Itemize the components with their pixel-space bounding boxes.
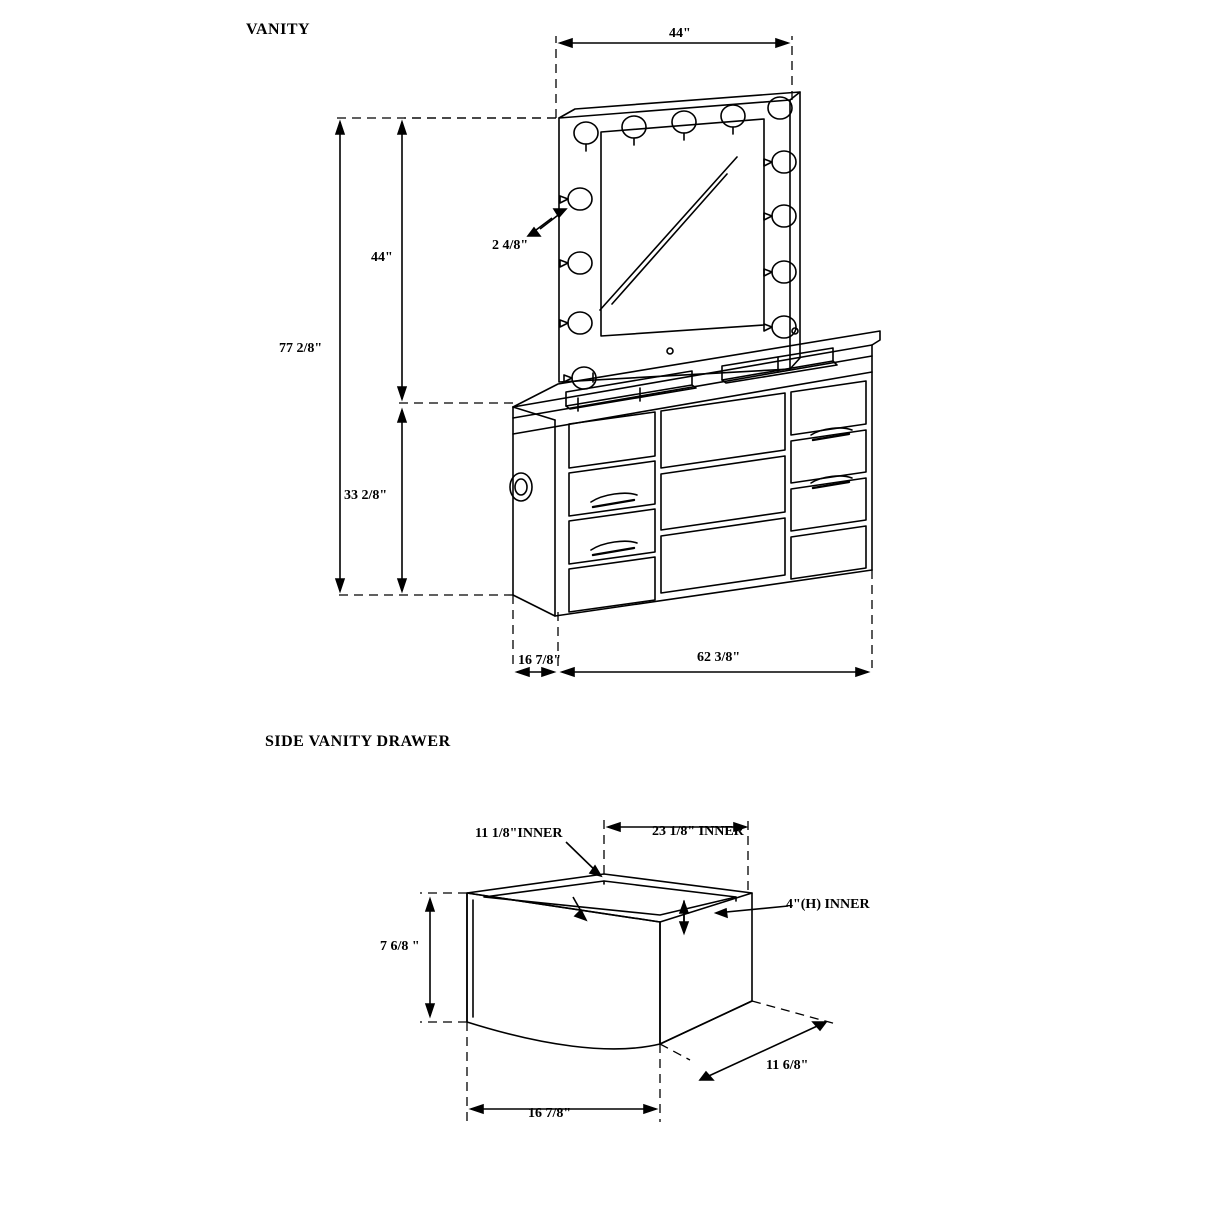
mirror-bulbs-top <box>574 97 792 151</box>
mirror-bulbs-right <box>764 151 796 338</box>
dim-cabinet-height: 33 2/8" <box>344 488 388 503</box>
vanity-dimension-arrows <box>336 39 868 676</box>
dim-total-height: 77 2/8" <box>279 341 323 356</box>
dim-front-height: 7 6/8 " <box>380 939 420 954</box>
dim-front-width: 16 7/8" <box>528 1106 572 1121</box>
dim-inner-width: 23 1/8" INNER <box>652 824 744 839</box>
dim-inner-front: 11 1/8"INNER <box>475 826 563 841</box>
dim-mirror-width: 44" <box>669 26 691 41</box>
dim-cabinet-width: 62 3/8" <box>697 650 741 665</box>
drawer-right-stack <box>791 381 866 579</box>
drawer-line-drawing <box>467 874 752 1049</box>
drawer-center-stack <box>661 393 785 593</box>
drawer-left-stack <box>569 412 655 612</box>
dim-bulb-spacing: 2 4/8" <box>492 238 529 253</box>
mirror-frame <box>559 92 800 382</box>
side-drawer-title: SIDE VANITY DRAWER <box>265 733 451 750</box>
dim-side-depth: 11 6/8" <box>766 1058 809 1073</box>
dim-cabinet-depth: 16 7/8" <box>518 653 562 668</box>
drawer-extension-lines <box>420 820 836 1122</box>
mirror-bulbs-left <box>560 188 596 389</box>
dim-mirror-height: 44" <box>371 250 393 265</box>
dim-inner-height: 4"(H) INNER <box>786 897 870 912</box>
vanity-title: VANITY <box>246 21 311 38</box>
